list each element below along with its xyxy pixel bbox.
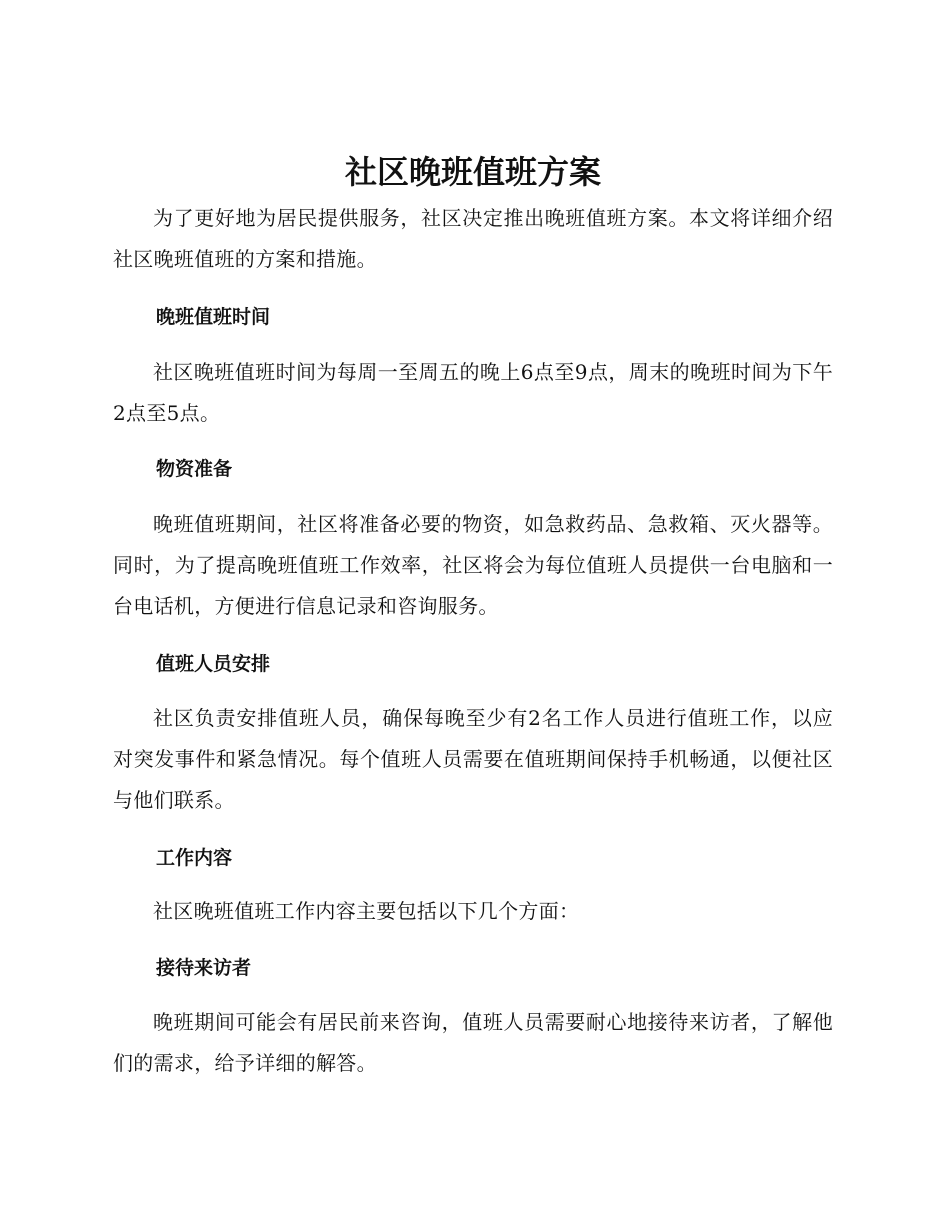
section-heading-visitors: 接待来访者 bbox=[156, 957, 252, 979]
section-heading-staffing: 值班人员安排 bbox=[156, 653, 271, 675]
section-body-work-content: 社区晚班值班工作内容主要包括以下几个方面： bbox=[153, 899, 580, 923]
section-body-supplies: 晚班值班期间，社区将准备必要的物资，如急救药品、急救箱、灭火器等。同时，为了提高晚班值班工作效率，社区将会为每位值班人员提供一台电脑和一台电话机，方便进行信息记录和咨询服务。 bbox=[113, 512, 833, 618]
section-body-staffing: 社区负责安排值班人员，确保每晚至少有2名工作人员进行值班工作，以应对突发事件和紧急情况。每个值班人员需要在值班期间保持手机畅通，以便社区与他们联系。 bbox=[113, 706, 833, 812]
section-heading-schedule: 晚班值班时间 bbox=[156, 306, 271, 328]
page-title: 社区晚班值班方案 bbox=[344, 153, 601, 191]
intro-paragraph: 为了更好地为居民提供服务，社区决定推出晚班值班方案。本文将详细介绍社区晚班值班的方案和措施。 bbox=[113, 206, 833, 271]
section-body-visitors: 晚班期间可能会有居民前来咨询，值班人员需要耐心地接待来访者，了解他们的需求，给予详细的解答。 bbox=[113, 1010, 833, 1075]
section-heading-supplies: 物资准备 bbox=[156, 458, 233, 480]
section-body-schedule: 社区晚班值班时间为每周一至周五的晚上6点至9点，周末的晚班时间为下午2点至5点。 bbox=[113, 360, 833, 425]
section-heading-work-content: 工作内容 bbox=[156, 847, 233, 869]
